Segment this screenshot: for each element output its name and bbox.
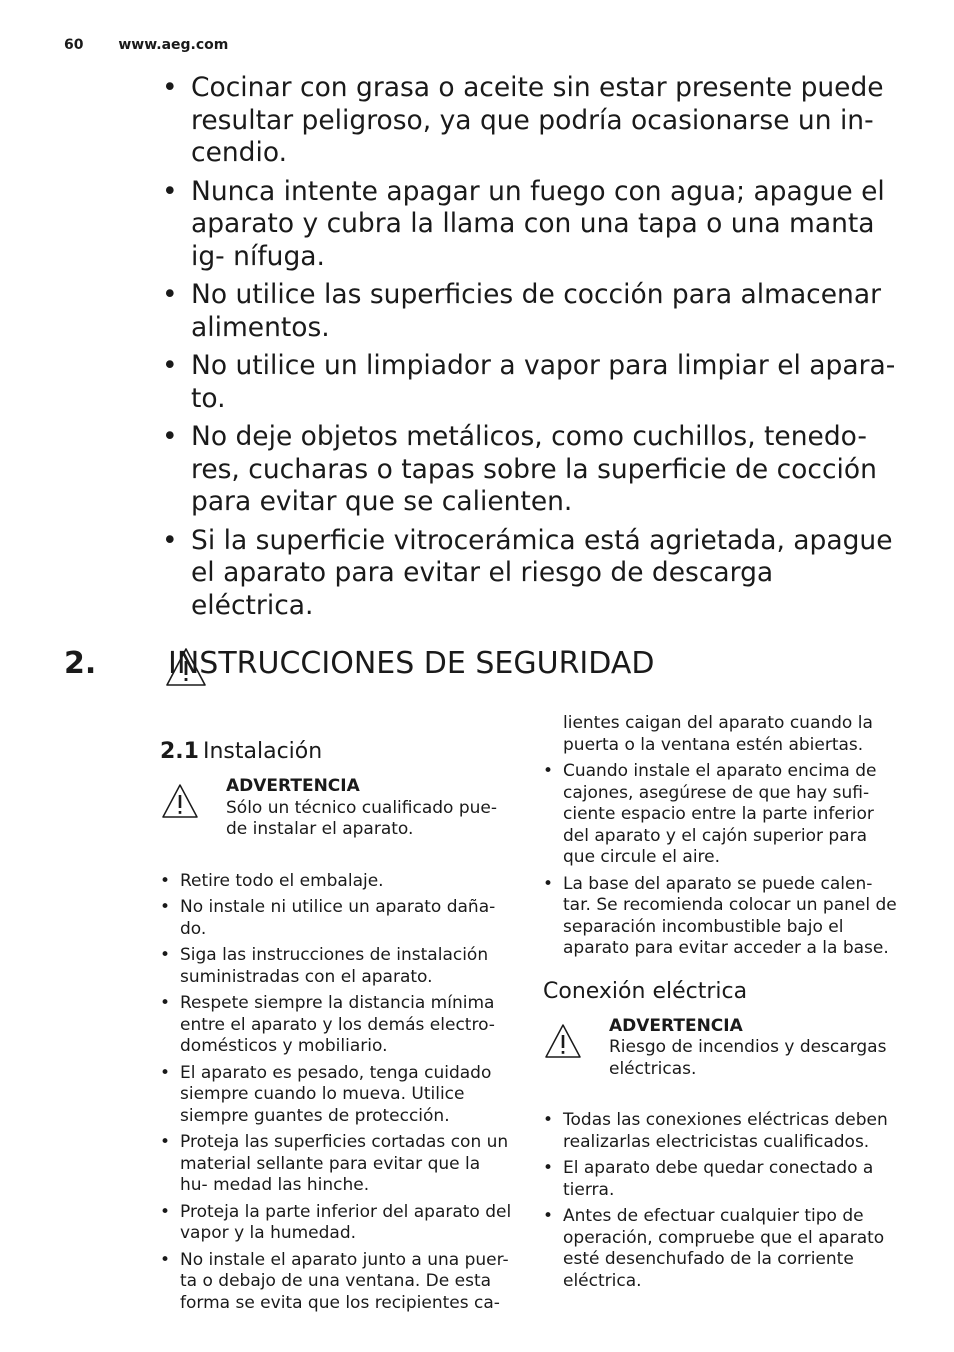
installation-column — [160, 738, 512, 1319]
list-item: • Respete siempre la distancia mínima entre el aparato y los demás electro- domésticos y mobiliario. — [160, 993, 512, 1058]
warning-title: ADVERTENCIA — [226, 776, 360, 796]
list-item: • Antes de efectuar cualquier tipo de operación, compruebe que el aparato esté desenchufado de la corriente eléctrica. — [543, 1206, 899, 1292]
website-url: www.aeg.com — [118, 37, 229, 53]
list-item: • Cuando instale el aparato encima de cajones, asegúrese de que hay sufi- ciente espacio entre la parte inferior del aparato y el cajón superior para que circule el aire. — [543, 761, 899, 869]
list-item: • El aparato es pesado, tenga cuidado siempre cuando lo mueva. Utilice siempre guantes de protección. — [160, 1063, 512, 1128]
list-item: • Si la superficie vitrocerámica está agrietada, apague el aparato para evitar el riesgo de descarga eléctrica. — [162, 525, 902, 623]
list-item: • No instale el aparato junto a una puer- ta o debajo de una ventana. De esta forma se evita que los recipientes ca- — [160, 1250, 512, 1315]
continued-text: lientes caigan del aparato cuando la puerta o la ventana estén abiertas. — [563, 713, 873, 755]
list-item: • Retire todo el embalaje. — [160, 871, 512, 893]
warning-triangle-icon — [160, 782, 200, 827]
electrical-bullet-list — [543, 1110, 899, 1292]
list-item: • No utilice un limpiador a vapor para limpiar el apara- to. — [162, 350, 902, 415]
section-number: 2. — [64, 646, 97, 681]
warning-title: ADVERTENCIA — [609, 1015, 743, 1036]
warning-triangle-icon — [543, 1022, 583, 1067]
warning-box — [543, 1016, 899, 1081]
section-heading — [64, 644, 924, 688]
warning-text: Sólo un técnico cualificado pue- de instalar el aparato. — [226, 797, 498, 839]
list-item: • Proteja las superficies cortadas con un material sellante para evitar que la hu- medad las hinche. — [160, 1132, 512, 1197]
list-item: • La base del aparato se puede calen- tar. Se recomienda colocar un panel de separación incombustible bajo el aparato para evitar acceder a la base. — [543, 874, 899, 960]
list-item: • No deje objetos metálicos, como cuchillos, tenedo- res, cucharas o tapas sobre la superficie de cocción para evitar que se calienten. — [162, 421, 902, 519]
list-item: • No utilice las superficies de cocción para almacenar alimentos. — [162, 279, 902, 344]
list-item: • Siga las instrucciones de instalación suministradas con el aparato. — [160, 945, 512, 988]
page-header — [64, 37, 228, 53]
subsection-heading-installation — [160, 738, 512, 766]
intro-bullet-list — [162, 72, 902, 628]
warning-box — [160, 776, 512, 841]
list-item: • Proteja la parte inferior del aparato del vapor y la humedad. — [160, 1202, 512, 1245]
list-item: • Todas las conexiones eléctricas deben realizarlas electricistas cualificados. — [543, 1110, 899, 1153]
page-number: 60 — [64, 37, 84, 53]
subsection-number: 2.1 — [160, 739, 199, 764]
section-title: INSTRUCCIONES DE SEGURIDAD — [168, 646, 655, 681]
subsection-title: Instalación — [202, 739, 323, 764]
list-item: • Nunca intente apagar un fuego con agua; apague el aparato y cubra la llama con una tapa o una manta ig- nífuga. — [162, 176, 902, 274]
right-column — [543, 713, 899, 1297]
subsection-heading-electrical: Conexión eléctrica — [543, 978, 748, 1004]
list-item: • Cocinar con grasa o aceite sin estar presente puede resultar peligroso, ya que podría ocasionarse un in- cendio. — [162, 72, 902, 170]
list-item: • No instale ni utilice un aparato daña- do. — [160, 897, 512, 940]
installation-bullet-list — [160, 871, 512, 1315]
warning-text: Riesgo de incendios y descargas eléctricas. — [609, 1037, 887, 1079]
installation-bullet-list-continued — [543, 761, 899, 960]
list-item: • El aparato debe quedar conectado a tierra. — [543, 1158, 899, 1201]
